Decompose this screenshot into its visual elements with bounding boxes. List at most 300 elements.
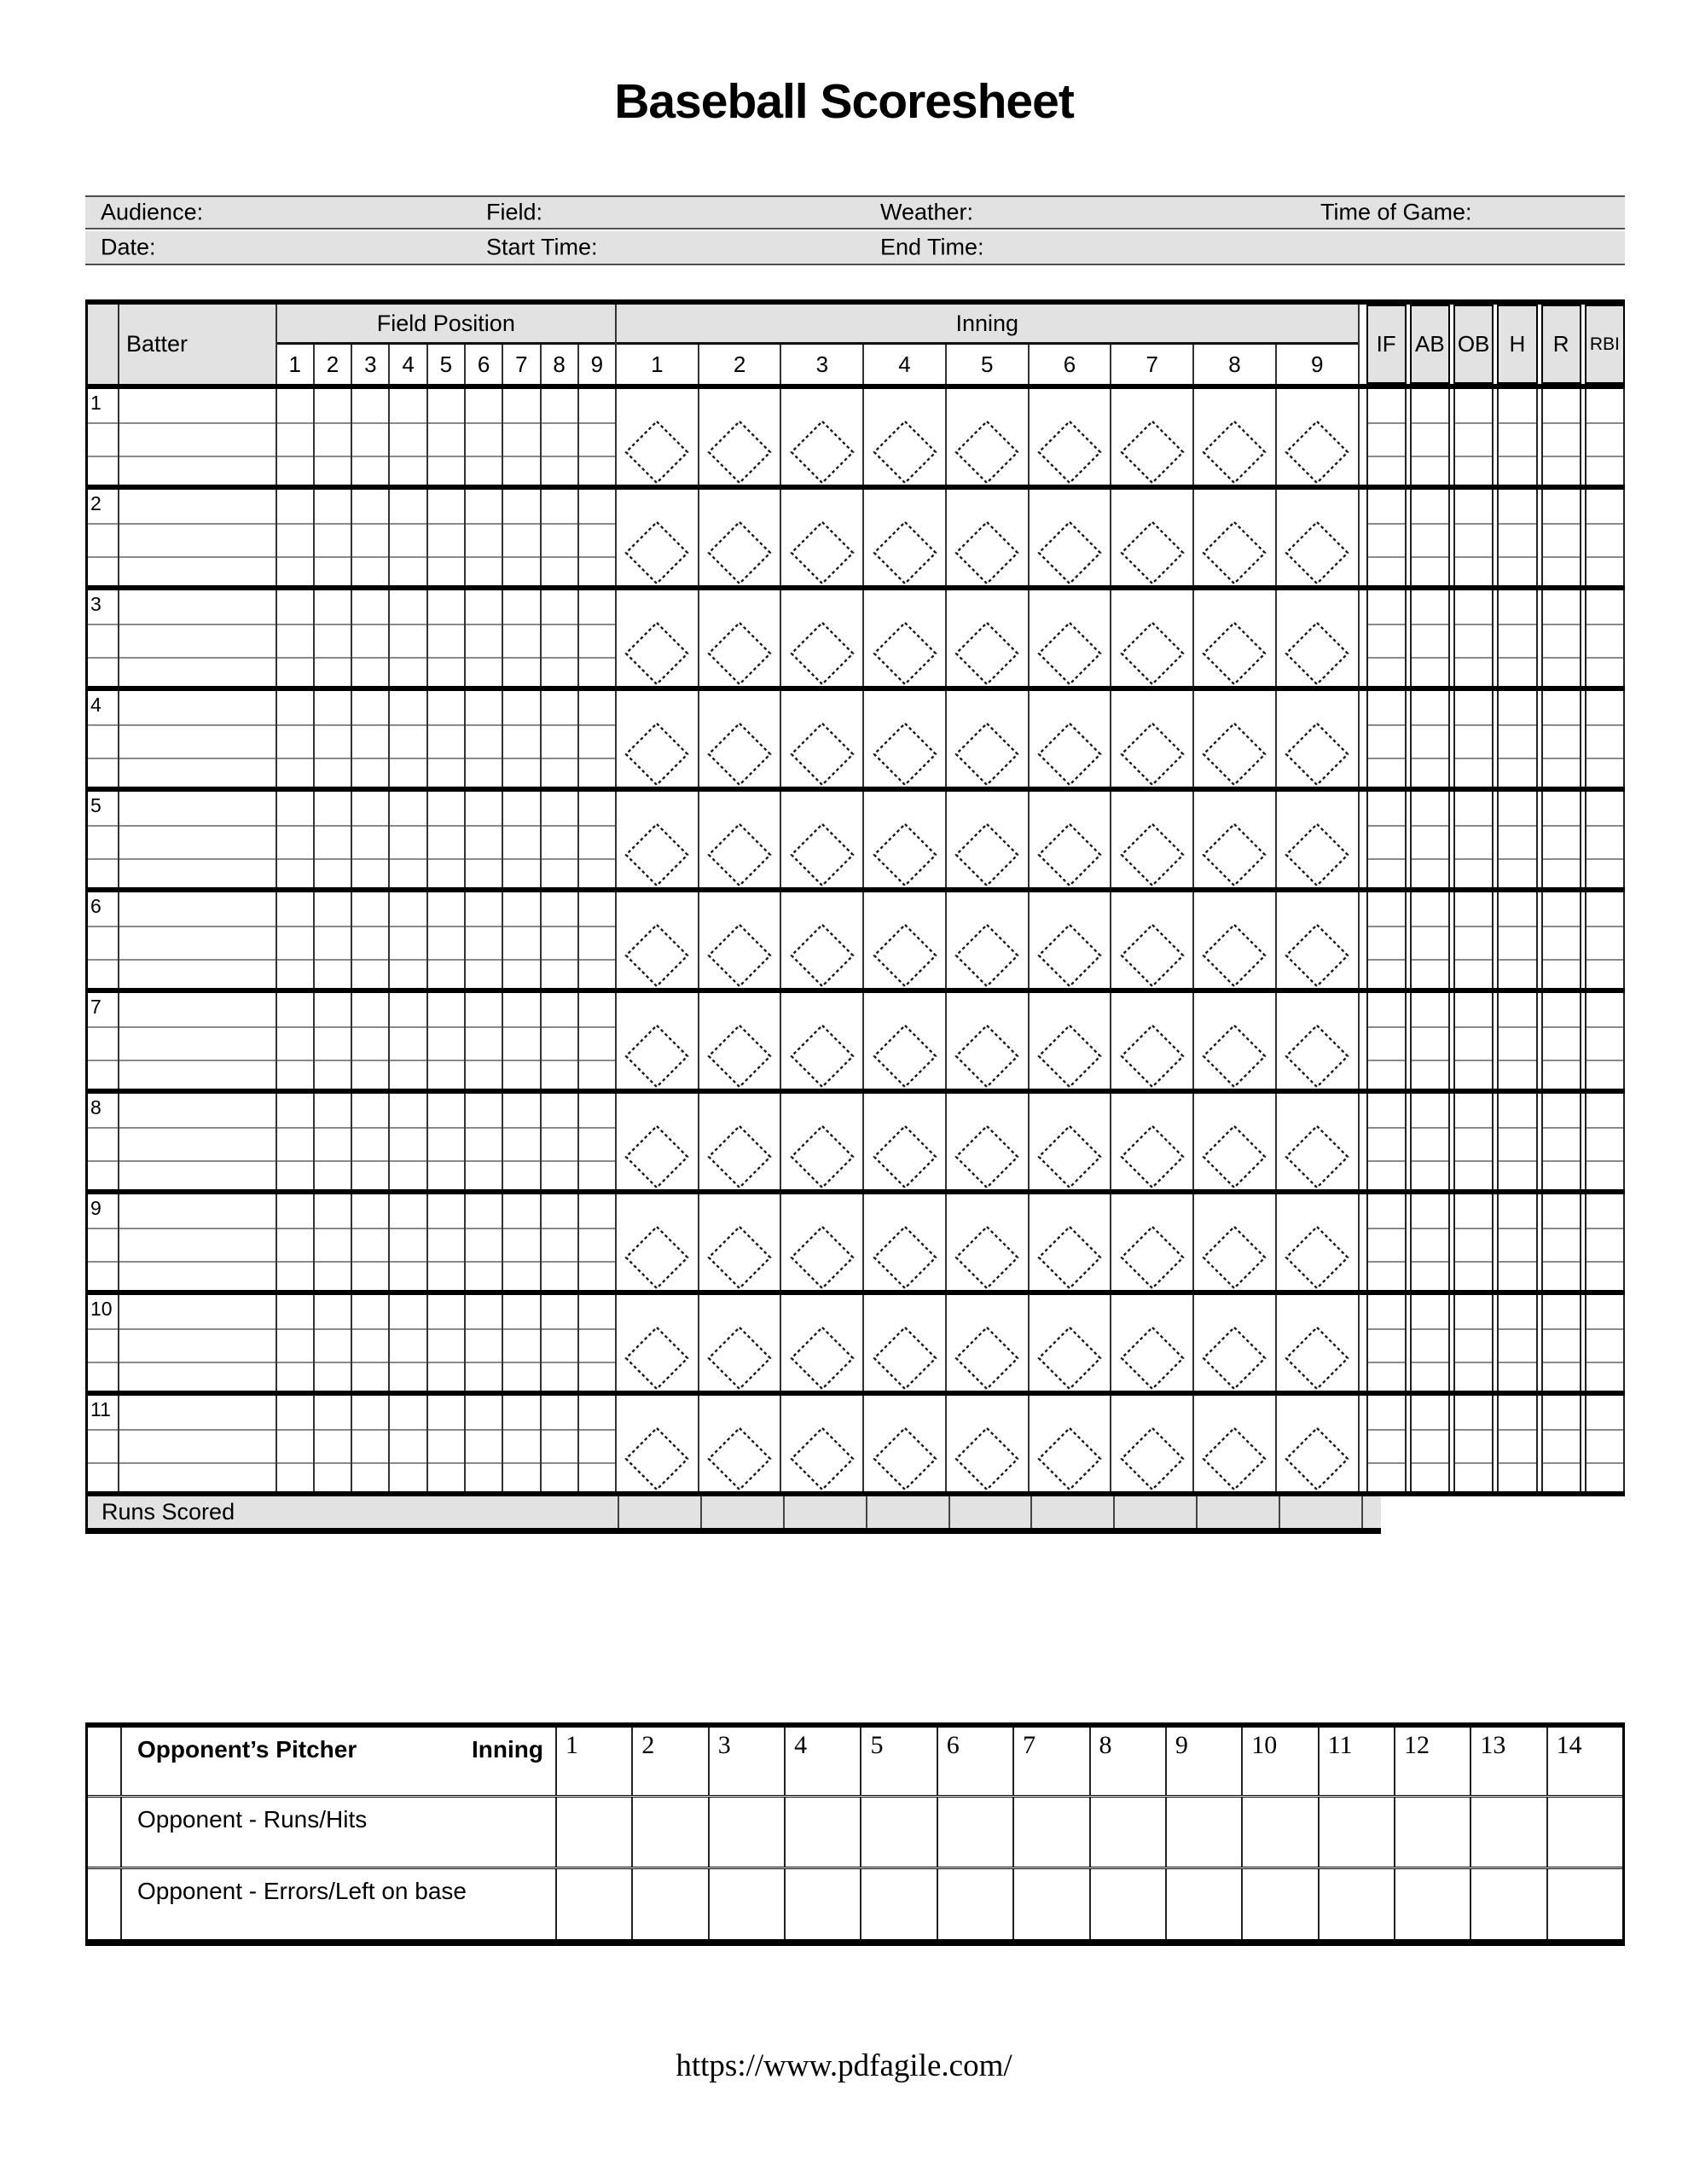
- field-position-cell[interactable]: [428, 1194, 466, 1290]
- field-position-cell[interactable]: [579, 691, 615, 787]
- stat-cell[interactable]: [1585, 892, 1625, 988]
- inning-cell[interactable]: [947, 1396, 1030, 1491]
- inning-cell[interactable]: [864, 389, 947, 485]
- inning-cell[interactable]: [699, 792, 782, 887]
- inning-cell[interactable]: [864, 1094, 947, 1189]
- stat-cell[interactable]: [1366, 490, 1407, 585]
- opponent-cell[interactable]: [786, 1798, 861, 1867]
- inning-cell[interactable]: [1277, 1194, 1358, 1290]
- field-position-cell[interactable]: [466, 490, 503, 585]
- field-position-cell[interactable]: [390, 590, 427, 686]
- field-position-cell[interactable]: [466, 1295, 503, 1391]
- opponent-cell[interactable]: [633, 1869, 709, 1939]
- opponent-cell[interactable]: [710, 1798, 786, 1867]
- stat-cell[interactable]: [1366, 993, 1407, 1089]
- field-position-cell[interactable]: [579, 490, 615, 585]
- field-position-cell[interactable]: [503, 1194, 541, 1290]
- inning-cell[interactable]: [699, 1194, 782, 1290]
- inning-cell[interactable]: [781, 892, 864, 988]
- opponent-cell[interactable]: [1167, 1869, 1243, 1939]
- stat-cell[interactable]: [1585, 1094, 1625, 1189]
- inning-cell[interactable]: [1277, 1094, 1358, 1189]
- field-position-cell[interactable]: [390, 1396, 427, 1491]
- inning-cell[interactable]: [781, 1396, 864, 1491]
- inning-cell[interactable]: [947, 1194, 1030, 1290]
- inning-cell[interactable]: [864, 892, 947, 988]
- stat-cell[interactable]: [1497, 389, 1537, 485]
- stat-cell[interactable]: [1453, 590, 1494, 686]
- field-position-cell[interactable]: [352, 490, 390, 585]
- stat-cell[interactable]: [1453, 389, 1494, 485]
- runs-scored-cell[interactable]: [700, 1496, 783, 1528]
- field-position-cell[interactable]: [315, 993, 352, 1089]
- field-position-cell[interactable]: [466, 1396, 503, 1491]
- field-position-cell[interactable]: [277, 1295, 315, 1391]
- inning-cell[interactable]: [1277, 691, 1358, 787]
- stat-cell[interactable]: [1541, 691, 1581, 787]
- field-position-cell[interactable]: [503, 1295, 541, 1391]
- stat-cell[interactable]: [1585, 389, 1625, 485]
- inning-cell[interactable]: [1277, 1396, 1358, 1491]
- stat-cell[interactable]: [1497, 792, 1537, 887]
- field-position-cell[interactable]: [277, 1094, 315, 1189]
- field-position-cell[interactable]: [466, 993, 503, 1089]
- inning-cell[interactable]: [1111, 1396, 1194, 1491]
- opponent-cell[interactable]: [1471, 1798, 1547, 1867]
- stat-cell[interactable]: [1366, 691, 1407, 787]
- stat-cell[interactable]: [1541, 389, 1581, 485]
- inning-cell[interactable]: [1111, 490, 1194, 585]
- stat-cell[interactable]: [1410, 892, 1450, 988]
- stat-cell[interactable]: [1453, 1295, 1494, 1391]
- field-position-cell[interactable]: [503, 892, 541, 988]
- stat-cell[interactable]: [1410, 389, 1450, 485]
- stat-cell[interactable]: [1410, 1396, 1450, 1491]
- inning-cell[interactable]: [1194, 1396, 1277, 1491]
- inning-cell[interactable]: [1111, 1295, 1194, 1391]
- field-position-cell[interactable]: [315, 1295, 352, 1391]
- inning-cell[interactable]: [1030, 1295, 1112, 1391]
- inning-cell[interactable]: [1194, 590, 1277, 686]
- field-position-cell[interactable]: [503, 1396, 541, 1491]
- inning-cell[interactable]: [1277, 490, 1358, 585]
- stat-cell[interactable]: [1541, 1396, 1581, 1491]
- inning-cell[interactable]: [781, 590, 864, 686]
- inning-cell[interactable]: [617, 389, 699, 485]
- runs-scored-cell[interactable]: [1279, 1496, 1361, 1528]
- stat-cell[interactable]: [1497, 691, 1537, 787]
- inning-cell[interactable]: [947, 1094, 1030, 1189]
- opponent-cell[interactable]: [1548, 1798, 1622, 1867]
- inning-cell[interactable]: [1277, 892, 1358, 988]
- field-position-cell[interactable]: [542, 1094, 579, 1189]
- stat-cell[interactable]: [1585, 691, 1625, 787]
- inning-cell[interactable]: [947, 691, 1030, 787]
- field-position-cell[interactable]: [390, 1194, 427, 1290]
- stat-cell[interactable]: [1585, 993, 1625, 1089]
- opponent-cell[interactable]: [633, 1798, 709, 1867]
- stat-cell[interactable]: [1366, 792, 1407, 887]
- inning-cell[interactable]: [781, 389, 864, 485]
- stat-cell[interactable]: [1541, 1194, 1581, 1290]
- stat-cell[interactable]: [1410, 1094, 1450, 1189]
- stat-cell[interactable]: [1585, 792, 1625, 887]
- field-position-cell[interactable]: [579, 590, 615, 686]
- inning-cell[interactable]: [699, 1295, 782, 1391]
- field-position-cell[interactable]: [542, 590, 579, 686]
- inning-cell[interactable]: [1030, 892, 1112, 988]
- field-position-cell[interactable]: [542, 490, 579, 585]
- inning-cell[interactable]: [864, 490, 947, 585]
- field-position-cell[interactable]: [390, 792, 427, 887]
- field-position-cell[interactable]: [390, 490, 427, 585]
- stat-cell[interactable]: [1497, 1396, 1537, 1491]
- opponent-cell[interactable]: [1471, 1869, 1547, 1939]
- opponent-cell[interactable]: [1167, 1798, 1243, 1867]
- inning-cell[interactable]: [947, 590, 1030, 686]
- field-position-cell[interactable]: [579, 892, 615, 988]
- opponent-cell[interactable]: [1320, 1798, 1395, 1867]
- batter-name-cell[interactable]: [119, 792, 277, 887]
- inning-cell[interactable]: [1277, 590, 1358, 686]
- field-position-cell[interactable]: [503, 389, 541, 485]
- inning-cell[interactable]: [864, 1194, 947, 1290]
- inning-cell[interactable]: [947, 1295, 1030, 1391]
- inning-cell[interactable]: [1030, 389, 1112, 485]
- batter-name-cell[interactable]: [119, 691, 277, 787]
- inning-cell[interactable]: [947, 993, 1030, 1089]
- inning-cell[interactable]: [1111, 892, 1194, 988]
- field-position-cell[interactable]: [579, 1295, 615, 1391]
- inning-cell[interactable]: [864, 590, 947, 686]
- field-position-cell[interactable]: [315, 490, 352, 585]
- field-position-cell[interactable]: [277, 590, 315, 686]
- inning-cell[interactable]: [1194, 792, 1277, 887]
- field-position-cell[interactable]: [352, 389, 390, 485]
- inning-cell[interactable]: [1111, 1094, 1194, 1189]
- field-position-cell[interactable]: [352, 1094, 390, 1189]
- field-position-cell[interactable]: [579, 1396, 615, 1491]
- inning-cell[interactable]: [781, 792, 864, 887]
- opponent-cell[interactable]: [1091, 1869, 1167, 1939]
- stat-cell[interactable]: [1453, 1194, 1494, 1290]
- inning-cell[interactable]: [781, 1295, 864, 1391]
- inning-cell[interactable]: [1194, 1094, 1277, 1189]
- stat-cell[interactable]: [1497, 1295, 1537, 1391]
- inning-cell[interactable]: [617, 590, 699, 686]
- inning-cell[interactable]: [864, 1396, 947, 1491]
- stat-cell[interactable]: [1541, 490, 1581, 585]
- stat-cell[interactable]: [1366, 1094, 1407, 1189]
- stat-cell[interactable]: [1541, 1094, 1581, 1189]
- field-position-cell[interactable]: [428, 993, 466, 1089]
- inning-cell[interactable]: [617, 892, 699, 988]
- inning-cell[interactable]: [1030, 590, 1112, 686]
- field-position-cell[interactable]: [466, 691, 503, 787]
- stat-cell[interactable]: [1541, 1295, 1581, 1391]
- inning-cell[interactable]: [1111, 691, 1194, 787]
- stat-cell[interactable]: [1497, 590, 1537, 686]
- field-position-cell[interactable]: [315, 1194, 352, 1290]
- field-position-cell[interactable]: [579, 792, 615, 887]
- inning-cell[interactable]: [1277, 792, 1358, 887]
- field-position-cell[interactable]: [542, 792, 579, 887]
- field-position-cell[interactable]: [466, 1094, 503, 1189]
- field-position-cell[interactable]: [503, 590, 541, 686]
- stat-cell[interactable]: [1453, 993, 1494, 1089]
- stat-cell[interactable]: [1453, 792, 1494, 887]
- field-position-cell[interactable]: [315, 389, 352, 485]
- stat-cell[interactable]: [1541, 892, 1581, 988]
- field-position-cell[interactable]: [390, 389, 427, 485]
- inning-cell[interactable]: [1030, 993, 1112, 1089]
- stat-cell[interactable]: [1366, 1194, 1407, 1290]
- stat-cell[interactable]: [1410, 490, 1450, 585]
- runs-scored-cell[interactable]: [1113, 1496, 1196, 1528]
- stat-cell[interactable]: [1410, 590, 1450, 686]
- field-position-cell[interactable]: [503, 993, 541, 1089]
- field-position-cell[interactable]: [579, 1194, 615, 1290]
- inning-cell[interactable]: [699, 993, 782, 1089]
- stat-cell[interactable]: [1585, 1194, 1625, 1290]
- field-position-cell[interactable]: [542, 1295, 579, 1391]
- inning-cell[interactable]: [1277, 389, 1358, 485]
- stat-cell[interactable]: [1585, 490, 1625, 585]
- stat-cell[interactable]: [1585, 590, 1625, 686]
- inning-cell[interactable]: [1194, 490, 1277, 585]
- field-position-cell[interactable]: [503, 691, 541, 787]
- field-position-cell[interactable]: [579, 389, 615, 485]
- field-position-cell[interactable]: [428, 389, 466, 485]
- field-position-cell[interactable]: [315, 1094, 352, 1189]
- inning-cell[interactable]: [1194, 892, 1277, 988]
- field-position-cell[interactable]: [277, 1194, 315, 1290]
- stat-cell[interactable]: [1497, 993, 1537, 1089]
- field-position-cell[interactable]: [428, 490, 466, 585]
- opponent-cell[interactable]: [1395, 1869, 1471, 1939]
- field-position-cell[interactable]: [466, 389, 503, 485]
- inning-cell[interactable]: [617, 1194, 699, 1290]
- inning-cell[interactable]: [1030, 691, 1112, 787]
- field-position-cell[interactable]: [352, 993, 390, 1089]
- stat-cell[interactable]: [1497, 892, 1537, 988]
- field-position-cell[interactable]: [390, 1295, 427, 1391]
- stat-cell[interactable]: [1366, 892, 1407, 988]
- stat-cell[interactable]: [1453, 490, 1494, 585]
- field-position-cell[interactable]: [352, 792, 390, 887]
- inning-cell[interactable]: [699, 691, 782, 787]
- field-position-cell[interactable]: [503, 490, 541, 585]
- inning-cell[interactable]: [1277, 993, 1358, 1089]
- opponent-cell[interactable]: [938, 1798, 1014, 1867]
- field-position-cell[interactable]: [542, 1194, 579, 1290]
- field-position-cell[interactable]: [503, 792, 541, 887]
- inning-cell[interactable]: [617, 691, 699, 787]
- inning-cell[interactable]: [1194, 691, 1277, 787]
- stat-cell[interactable]: [1585, 1396, 1625, 1491]
- field-position-cell[interactable]: [390, 892, 427, 988]
- runs-scored-cell[interactable]: [783, 1496, 866, 1528]
- inning-cell[interactable]: [617, 1094, 699, 1189]
- field-position-cell[interactable]: [277, 1396, 315, 1491]
- field-position-cell[interactable]: [277, 691, 315, 787]
- field-position-cell[interactable]: [390, 1094, 427, 1189]
- inning-cell[interactable]: [1194, 1194, 1277, 1290]
- inning-cell[interactable]: [864, 993, 947, 1089]
- stat-cell[interactable]: [1410, 1194, 1450, 1290]
- inning-cell[interactable]: [1111, 389, 1194, 485]
- batter-name-cell[interactable]: [119, 490, 277, 585]
- field-position-cell[interactable]: [428, 590, 466, 686]
- footer-url[interactable]: https://www.pdfagile.com/: [676, 2048, 1012, 2083]
- inning-cell[interactable]: [617, 792, 699, 887]
- inning-cell[interactable]: [781, 1094, 864, 1189]
- stat-cell[interactable]: [1366, 590, 1407, 686]
- opponent-cell[interactable]: [1320, 1869, 1395, 1939]
- inning-cell[interactable]: [617, 1396, 699, 1491]
- stat-cell[interactable]: [1366, 1396, 1407, 1491]
- runs-scored-cell[interactable]: [618, 1496, 700, 1528]
- field-position-cell[interactable]: [579, 1094, 615, 1189]
- field-position-cell[interactable]: [428, 1094, 466, 1189]
- opponent-cell[interactable]: [1243, 1869, 1319, 1939]
- field-position-cell[interactable]: [428, 1295, 466, 1391]
- inning-cell[interactable]: [1111, 1194, 1194, 1290]
- inning-cell[interactable]: [1030, 1396, 1112, 1491]
- opponent-cell[interactable]: [710, 1869, 786, 1939]
- opponent-cell[interactable]: [1243, 1798, 1319, 1867]
- opponent-cell[interactable]: [1548, 1869, 1622, 1939]
- inning-cell[interactable]: [947, 490, 1030, 585]
- stat-cell[interactable]: [1366, 1295, 1407, 1391]
- inning-cell[interactable]: [947, 792, 1030, 887]
- inning-cell[interactable]: [699, 389, 782, 485]
- stat-cell[interactable]: [1366, 389, 1407, 485]
- opponent-cell[interactable]: [938, 1869, 1014, 1939]
- stat-cell[interactable]: [1410, 993, 1450, 1089]
- field-position-cell[interactable]: [352, 1295, 390, 1391]
- opponent-cell[interactable]: [557, 1869, 633, 1939]
- inning-cell[interactable]: [1111, 590, 1194, 686]
- opponent-cell[interactable]: [557, 1798, 633, 1867]
- batter-name-cell[interactable]: [119, 993, 277, 1089]
- field-position-cell[interactable]: [466, 1194, 503, 1290]
- stat-cell[interactable]: [1410, 792, 1450, 887]
- field-position-cell[interactable]: [315, 691, 352, 787]
- field-position-cell[interactable]: [542, 993, 579, 1089]
- field-position-cell[interactable]: [542, 691, 579, 787]
- inning-cell[interactable]: [699, 892, 782, 988]
- runs-scored-cell[interactable]: [1196, 1496, 1279, 1528]
- batter-name-cell[interactable]: [119, 1396, 277, 1491]
- field-position-cell[interactable]: [277, 993, 315, 1089]
- field-position-cell[interactable]: [428, 1396, 466, 1491]
- batter-name-cell[interactable]: [119, 590, 277, 686]
- field-position-cell[interactable]: [466, 792, 503, 887]
- inning-cell[interactable]: [1194, 389, 1277, 485]
- field-position-cell[interactable]: [352, 590, 390, 686]
- field-position-cell[interactable]: [466, 892, 503, 988]
- stat-cell[interactable]: [1453, 1094, 1494, 1189]
- opponent-cell[interactable]: [1091, 1798, 1167, 1867]
- field-position-cell[interactable]: [390, 691, 427, 787]
- field-position-cell[interactable]: [352, 691, 390, 787]
- field-position-cell[interactable]: [542, 389, 579, 485]
- field-position-cell[interactable]: [277, 892, 315, 988]
- inning-cell[interactable]: [864, 691, 947, 787]
- stat-cell[interactable]: [1410, 1295, 1450, 1391]
- stat-cell[interactable]: [1497, 1194, 1537, 1290]
- field-position-cell[interactable]: [542, 1396, 579, 1491]
- field-position-cell[interactable]: [315, 590, 352, 686]
- inning-cell[interactable]: [1194, 993, 1277, 1089]
- field-position-cell[interactable]: [277, 490, 315, 585]
- field-position-cell[interactable]: [466, 590, 503, 686]
- stat-cell[interactable]: [1541, 993, 1581, 1089]
- inning-cell[interactable]: [617, 993, 699, 1089]
- field-position-cell[interactable]: [428, 892, 466, 988]
- field-position-cell[interactable]: [503, 1094, 541, 1189]
- field-position-cell[interactable]: [579, 993, 615, 1089]
- opponent-cell[interactable]: [1014, 1869, 1090, 1939]
- field-position-cell[interactable]: [352, 1194, 390, 1290]
- field-position-cell[interactable]: [352, 892, 390, 988]
- field-position-cell[interactable]: [390, 993, 427, 1089]
- inning-cell[interactable]: [617, 1295, 699, 1391]
- stat-cell[interactable]: [1541, 792, 1581, 887]
- stat-cell[interactable]: [1453, 691, 1494, 787]
- batter-name-cell[interactable]: [119, 1194, 277, 1290]
- inning-cell[interactable]: [699, 490, 782, 585]
- inning-cell[interactable]: [781, 1194, 864, 1290]
- stat-cell[interactable]: [1453, 1396, 1494, 1491]
- inning-cell[interactable]: [947, 892, 1030, 988]
- runs-scored-cell[interactable]: [948, 1496, 1031, 1528]
- runs-scored-cell[interactable]: [866, 1496, 948, 1528]
- opponent-cell[interactable]: [1395, 1798, 1471, 1867]
- inning-cell[interactable]: [699, 590, 782, 686]
- inning-cell[interactable]: [1030, 1094, 1112, 1189]
- inning-cell[interactable]: [1111, 792, 1194, 887]
- inning-cell[interactable]: [781, 490, 864, 585]
- field-position-cell[interactable]: [315, 792, 352, 887]
- inning-cell[interactable]: [699, 1094, 782, 1189]
- inning-cell[interactable]: [947, 389, 1030, 485]
- inning-cell[interactable]: [1030, 1194, 1112, 1290]
- stat-cell[interactable]: [1497, 490, 1537, 585]
- field-position-cell[interactable]: [315, 1396, 352, 1491]
- field-position-cell[interactable]: [542, 892, 579, 988]
- inning-cell[interactable]: [1030, 792, 1112, 887]
- runs-scored-cell[interactable]: [1030, 1496, 1113, 1528]
- field-position-cell[interactable]: [428, 792, 466, 887]
- stat-cell[interactable]: [1541, 590, 1581, 686]
- batter-name-cell[interactable]: [119, 1295, 277, 1391]
- opponent-cell[interactable]: [1014, 1798, 1090, 1867]
- field-position-cell[interactable]: [315, 892, 352, 988]
- field-position-cell[interactable]: [277, 389, 315, 485]
- inning-cell[interactable]: [1194, 1295, 1277, 1391]
- inning-cell[interactable]: [699, 1396, 782, 1491]
- inning-cell[interactable]: [1030, 490, 1112, 585]
- batter-name-cell[interactable]: [119, 892, 277, 988]
- batter-name-cell[interactable]: [119, 389, 277, 485]
- stat-cell[interactable]: [1410, 691, 1450, 787]
- field-position-cell[interactable]: [277, 792, 315, 887]
- opponent-cell[interactable]: [861, 1798, 937, 1867]
- inning-cell[interactable]: [781, 993, 864, 1089]
- batter-name-cell[interactable]: [119, 1094, 277, 1189]
